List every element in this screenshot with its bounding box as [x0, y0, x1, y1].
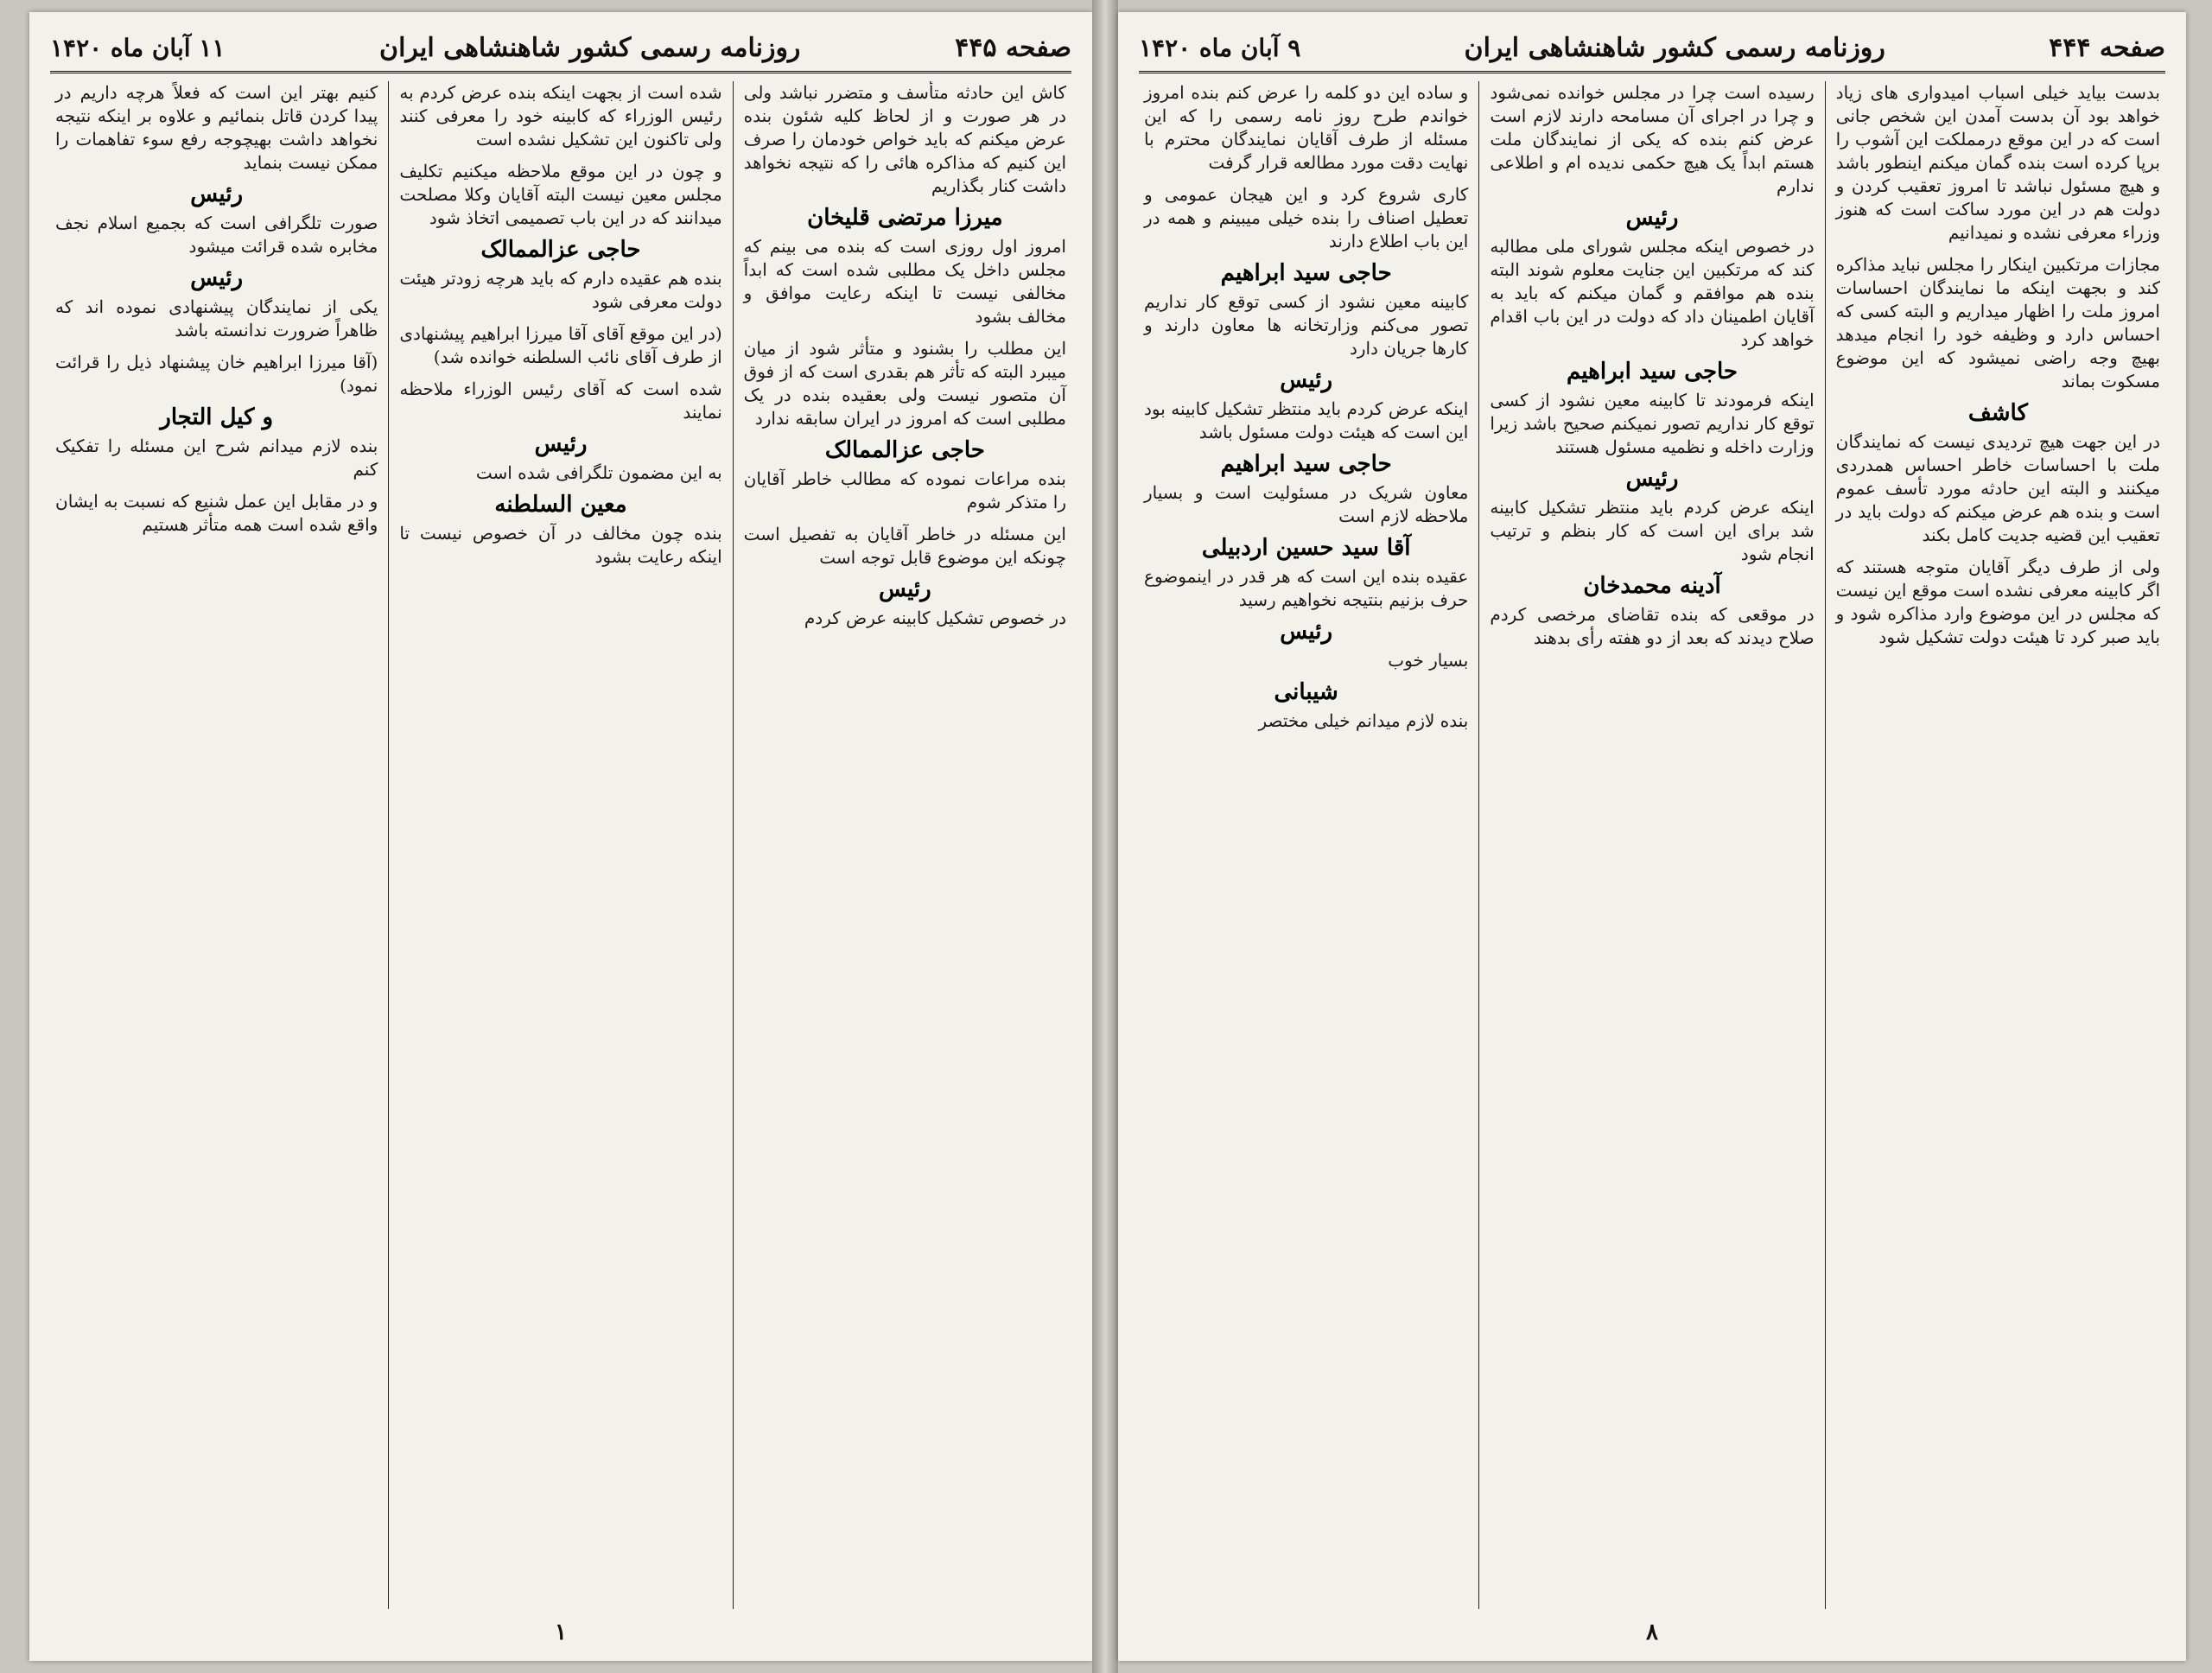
paragraph: امروز اول روزی است که بنده می بینم که مجلس داخل یک مطلبی شده است که ابداً مخالفی نیست تا اینکه رعایت موافق و مخالف بشود [743, 236, 1066, 327]
column [1134, 81, 1478, 1609]
text-columns [45, 81, 1077, 1609]
issue-date: ۱۱ آبان ماه ۱۴۲۰ [50, 33, 226, 62]
page-fold [1092, 0, 1118, 1673]
paragraph: در این جهت هیچ تردیدی نیست که نمایندگان ملت با احساسات خاطر احساس همدردی میکنند و البته این حادثه مورد تأسف عموم است و بنده هم عرض میکنم که دولت باید در تعقیب این قضیه جدیت کامل بکند [1835, 431, 2160, 545]
speaker-name: حاجی عزالممالک [480, 237, 641, 263]
page-footer-number: ۱ [555, 1619, 567, 1645]
speaker-name: شیبانی [1274, 679, 1338, 705]
column [733, 81, 1077, 1609]
paragraph: شده است از بجهت اینکه بنده عرض کردم به رئیس الوزراء که کابینه خود را معرفی کنند ولی تاکنون این تشکیل نشده است [399, 82, 722, 149]
paragraph: و چون در این موقع ملاحظه میکنیم تکلیف مجلس معین نیست البته آقایان وکلا مصلحت میدانند که در این باب تصمیمی اتخاذ شود [399, 161, 722, 228]
paragraph: این مطلب را بشنود و متأثر شود از میان میبرد البته که تأثر هم بقدری است که از فوق آن متصور نیست ولی بعقیده بنده در یک مطلبی است که امروز در ایران سابقه ندارد [743, 338, 1066, 429]
speaker-name: معین السلطنه [494, 492, 627, 518]
column [388, 81, 732, 1609]
column [45, 81, 388, 1609]
page-footer-number: ۸ [1646, 1619, 1658, 1645]
page-number-label: صفحه ۴۴۵ [955, 32, 1071, 63]
speaker-name: میرزا مرتضی قلیخان [807, 205, 1003, 231]
speaker-name: آقا سید حسین اردبیلی [1201, 535, 1411, 561]
paragraph: بنده هم عقیده دارم که باید هرچه زودتر هیئت دولت معرفی شود [399, 268, 722, 312]
paragraph: در موقعی که بنده تقاضای مرخصی کردم صلاح دیدند که بعد از دو هفته رأی بدهند [1490, 604, 1815, 648]
speaker-name: آدینه محمدخان [1583, 573, 1721, 599]
column [1478, 81, 1824, 1609]
paragraph: (در این موقع آقای آقا میرزا ابراهیم پیشنهادی از طرف آقای نائب السلطنه خوانده شد) [399, 323, 722, 367]
paragraph: و ساده این دو کلمه را عرض کنم بنده امروز خواندم طرح روز نامه رسمی را که این مسئله از طرف آقایان نمایندگان محترم با نهایت دقت مورد مطالعه قرار گرفت [1144, 82, 1469, 173]
paragraph: (آقا میرزا ابراهیم خان پیشنهاد ذیل را قرائت نمود) [55, 352, 378, 396]
speaker-name: رئیس [534, 431, 588, 457]
paragraph: معاون شریک در مسئولیت است و بسیار ملاحظه لازم است [1144, 482, 1469, 526]
paragraph: مجازات مرتکبین اینکار را مجلس نباید مذاکره کند و بجهت اینکه ما نمایندگان احساسات امروز ملت را اظهار میداریم و البته کسی که احساس دارد و وظیفه خود را انجام میدهد بهیچ وجه راضی نمیشود که این موضوع مسکوت بماند [1835, 254, 2160, 391]
newspaper-title: روزنامه رسمی کشور شاهنشاهی ایران [379, 32, 801, 63]
speaker-name: رئیس [1625, 466, 1679, 492]
paragraph: کاری شروع کرد و این هیجان عمومی و تعطیل اصناف را بنده خیلی میبینم و همه در این باب اطلاع دارند [1144, 184, 1469, 251]
paragraph: اینکه عرض کردم باید منتظر تشکیل کابینه بود این است که هیئت دولت مسئول باشد [1144, 398, 1469, 442]
speaker-name: رئیس [190, 265, 244, 291]
paragraph: اینکه عرض کردم باید منتظر تشکیل کابینه شد برای این است که کار بنظم و ترتیب انجام شود [1490, 497, 1815, 564]
speaker-name: کاشف [1967, 400, 2028, 426]
issue-date: ۹ آبان ماه ۱۴۲۰ [1139, 33, 1301, 62]
speaker-name: حاجی سید ابراهیم [1567, 359, 1738, 385]
column [1825, 81, 2171, 1609]
newspaper-page-left [29, 12, 1092, 1661]
paragraph: و در مقابل این عمل شنیع که نسبت به ایشان واقع شده است همه متأثر هستیم [55, 491, 378, 535]
newspaper-page-right [1118, 12, 2186, 1661]
paragraph: عقیده بنده این است که هر قدر در اینموضوع حرف بزنیم بنتیجه نخواهیم رسید [1144, 566, 1469, 610]
page-number-label: صفحه ۴۴۴ [2049, 32, 2165, 63]
paragraph: بنده لازم میدانم شرح این مسئله را تفکیک کنم [55, 436, 378, 480]
speaker-name: رئیس [1280, 367, 1333, 393]
newspaper-title: روزنامه رسمی کشور شاهنشاهی ایران [1464, 32, 1885, 63]
speaker-name: رئیس [190, 181, 244, 207]
paragraph: کابینه معین نشود از کسی توقع کار نداریم تصور می‌کنم وزارتخانه ها معاون دارند و کارها جریان دارد [1144, 291, 1469, 359]
speaker-name: حاجی عزالممالک [824, 437, 985, 463]
paragraph: بسیار خوب [1388, 650, 1469, 671]
paragraph: بنده لازم میدانم خیلی مختصر [1258, 710, 1469, 731]
paragraph: شده است که آقای رئیس الوزراء ملاحظه نمایند [399, 378, 722, 423]
paragraph: این مسئله در خاطر آقایان به تفصیل است چونکه این موضوع قابل توجه است [743, 524, 1066, 568]
paragraph: در خصوص اینکه مجلس شورای ملی مطالبه کند که مرتکبین این جنایت معلوم شوند البته بنده هم موافقم و گمان میکنم که باید به آقایان اطمینان داد که دولت در این باب اقدام خواهد کرد [1490, 236, 1815, 350]
paragraph: بنده مراعات نموده که مطالب خاطر آقایان را متذکر شوم [743, 468, 1066, 512]
speaker-name: حاجی سید ابراهیم [1220, 451, 1392, 477]
paragraph: ولی از طرف دیگر آقایان متوجه هستند که اگر کابینه معرفی نشده است موقع این نیست که مجلس در این موضوع وارد مذاکره شود و باید صبر کرد تا هیئت دولت تشکیل شود [1835, 557, 2160, 647]
speaker-name: رئیس [1625, 205, 1679, 231]
paragraph: صورت تلگرافی است که بجمیع اسلام نجف مخابره شده قرائت میشود [55, 213, 378, 257]
paragraph: به این مضمون تلگرافی شده است [475, 462, 722, 483]
speaker-name: رئیس [1280, 619, 1333, 645]
speaker-name: و کیل التجار [160, 404, 274, 430]
paragraph: بنده چون مخالف در آن خصوص نیست تا اینکه رعایت بشود [399, 523, 722, 567]
paragraph: رسیده است چرا در مجلس خوانده نمی‌شود و چرا در اجرای آن مسامحه دارند لازم است عرض کنم بنده که یکی از نمایندگان ملت هستم ابداً یک هیچ حکمی ندیده ام و اطلاعی ندارم [1490, 82, 1815, 196]
paragraph: کاش این حادثه متأسف و متضرر نباشد ولی در هر صورت و از لحاظ کلیه شئون بنده عرض میکنم که باید خواص خودمان را صرف این کنیم که مذاکره هائی را که نتیجه نخواهد داشت کنار بگذاریم [743, 82, 1067, 196]
paragraph: بدست بیاید خیلی اسباب امیدواری های زیاد خواهد بود آن بدست آمدن این شخص جانی است که در این موقع درمملکت این آشوب را برپا کرده است بنده گمان میکنم اینطور باشد و هیچ مسئول نباشد تا امروز تعقیب کردن و دولت هم در این مورد ساکت است که هنوز وزراء معرفی نشده و نمیدانیم [1835, 82, 2160, 243]
paragraph: یکی از نمایندگان پیشنهادی نموده اند که ظاهراً ضرورت ندانسته باشد [55, 296, 378, 340]
text-columns [1134, 81, 2171, 1609]
speaker-name: رئیس [878, 576, 931, 602]
page-header-right [1139, 24, 2165, 73]
paragraph: کنیم بهتر این است که فعلاً هرچه داریم در پیدا کردن قاتل بنمائیم و علاوه بر اینکه نتیجه نخواهد داشت بهیچوجه رفع سوء تفاهمات را ممکن نیست بنماید [55, 82, 378, 173]
speaker-name: حاجی سید ابراهیم [1220, 260, 1392, 286]
paragraph: اینکه فرمودند تا کابینه معین نشود از کسی توقع کار نداریم تصور نمیکنم صحیح باشد زیرا وزارت داخله و نظمیه مسئول هستند [1490, 390, 1815, 457]
page-header-left [50, 24, 1071, 73]
paragraph: در خصوص تشکیل کابینه عرض کردم [804, 607, 1066, 628]
